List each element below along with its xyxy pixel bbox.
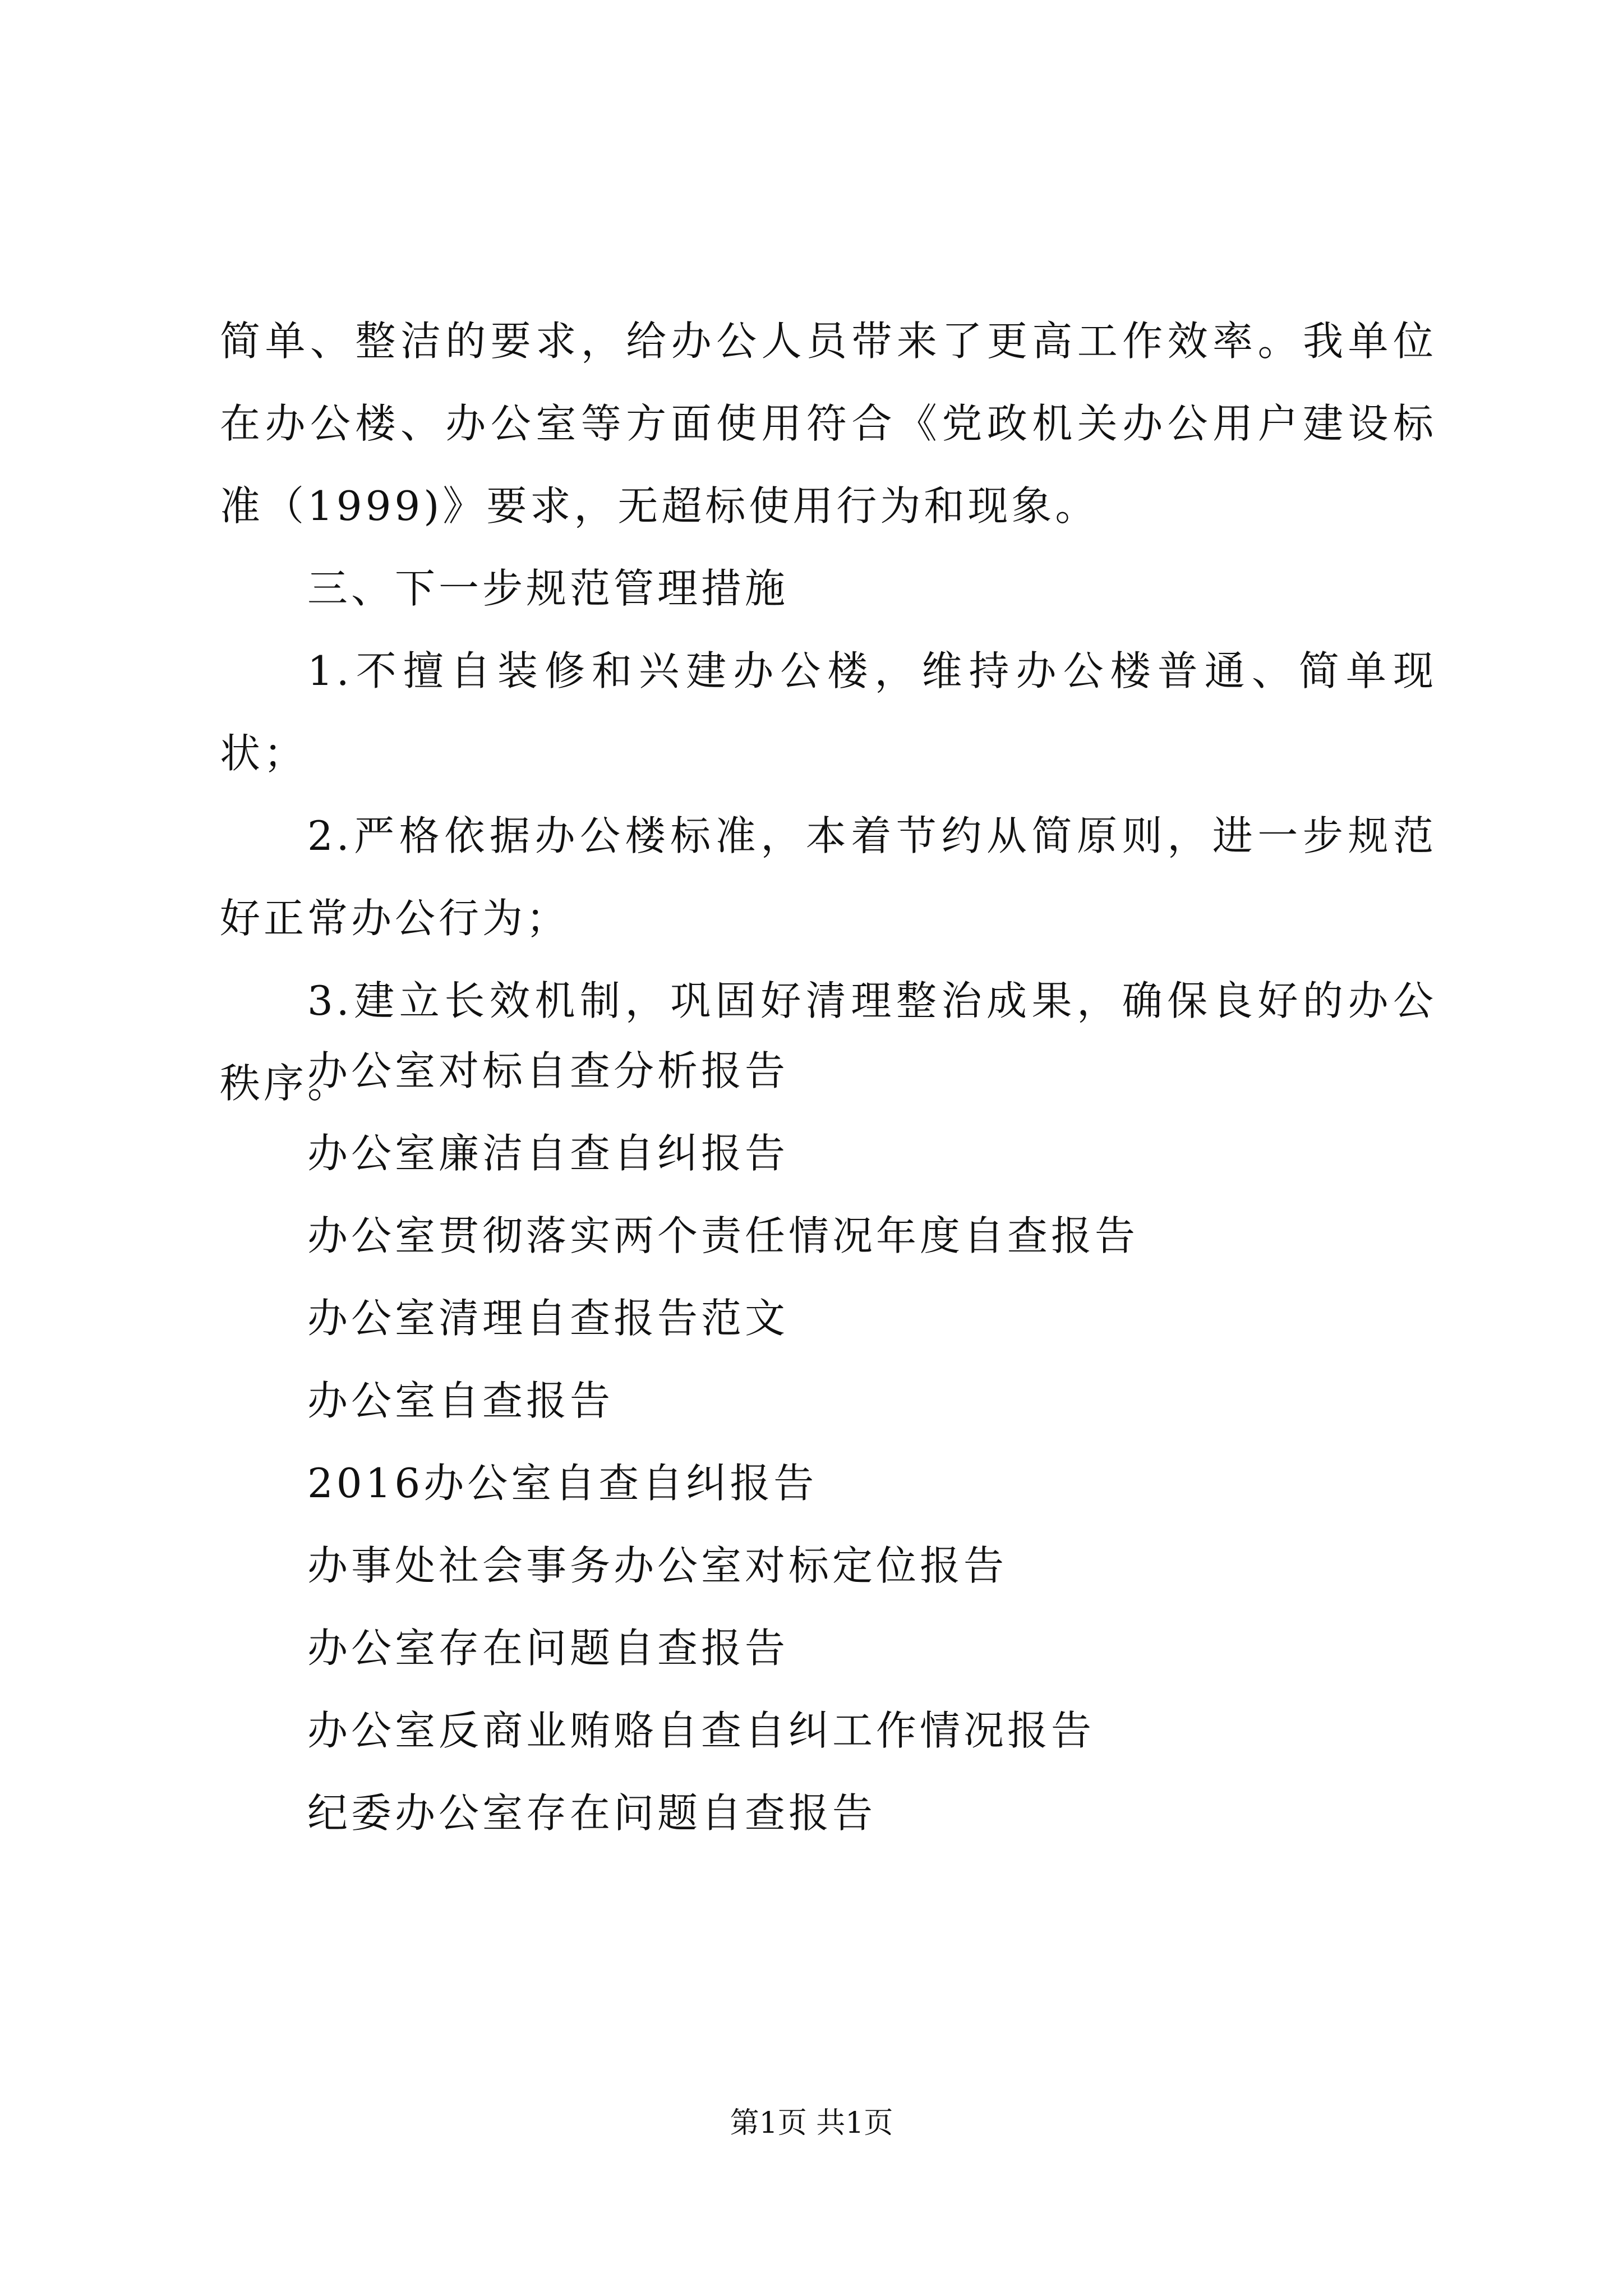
related-title: 办公室存在问题自查报告 bbox=[307, 1625, 789, 1672]
measure-item-1: 1.不擅自装修和兴建办公楼，维持办公楼普通、简单现状； bbox=[220, 647, 1437, 777]
related-title: 办公室自查报告 bbox=[307, 1377, 614, 1424]
section-heading: 三、下一步规范管理措施 bbox=[307, 565, 789, 612]
document-body bbox=[220, 300, 1437, 1125]
paragraph-continued: 简单、整洁的要求，给办公人员带来了更高工作效率。我单位在办公楼、办公室等方面使用符合《党政机关办公用户建设标准（1999)》要求，无超标使用行为和现象。 bbox=[220, 318, 1437, 530]
related-title: 办公室清理自查报告范文 bbox=[307, 1295, 789, 1342]
related-title: 2016办公室自查自纠报告 bbox=[307, 1460, 818, 1507]
measure-item-3: 3.建立长效机制，巩固好清理整治成果，确保良好的办公秩序。 bbox=[220, 977, 1437, 1107]
page-number-footer: 第1页 共1页 bbox=[730, 2106, 893, 2140]
measure-item-2: 2.严格依据办公楼标准，本着节约从简原则，进一步规范好正常办公行为； bbox=[220, 812, 1437, 942]
related-titles-list bbox=[307, 1030, 1138, 1855]
related-title: 办公室贯彻落实两个责任情况年度自查报告 bbox=[307, 1212, 1139, 1259]
related-title: 办公室对标自查分析报告 bbox=[307, 1047, 789, 1094]
related-title: 办公室廉洁自查自纠报告 bbox=[307, 1130, 789, 1177]
related-title: 办公室反商业贿赂自查自纠工作情况报告 bbox=[307, 1707, 1095, 1754]
related-title: 纪委办公室存在问题自查报告 bbox=[307, 1789, 877, 1837]
related-title: 办事处社会事务办公室对标定位报告 bbox=[307, 1542, 1008, 1589]
